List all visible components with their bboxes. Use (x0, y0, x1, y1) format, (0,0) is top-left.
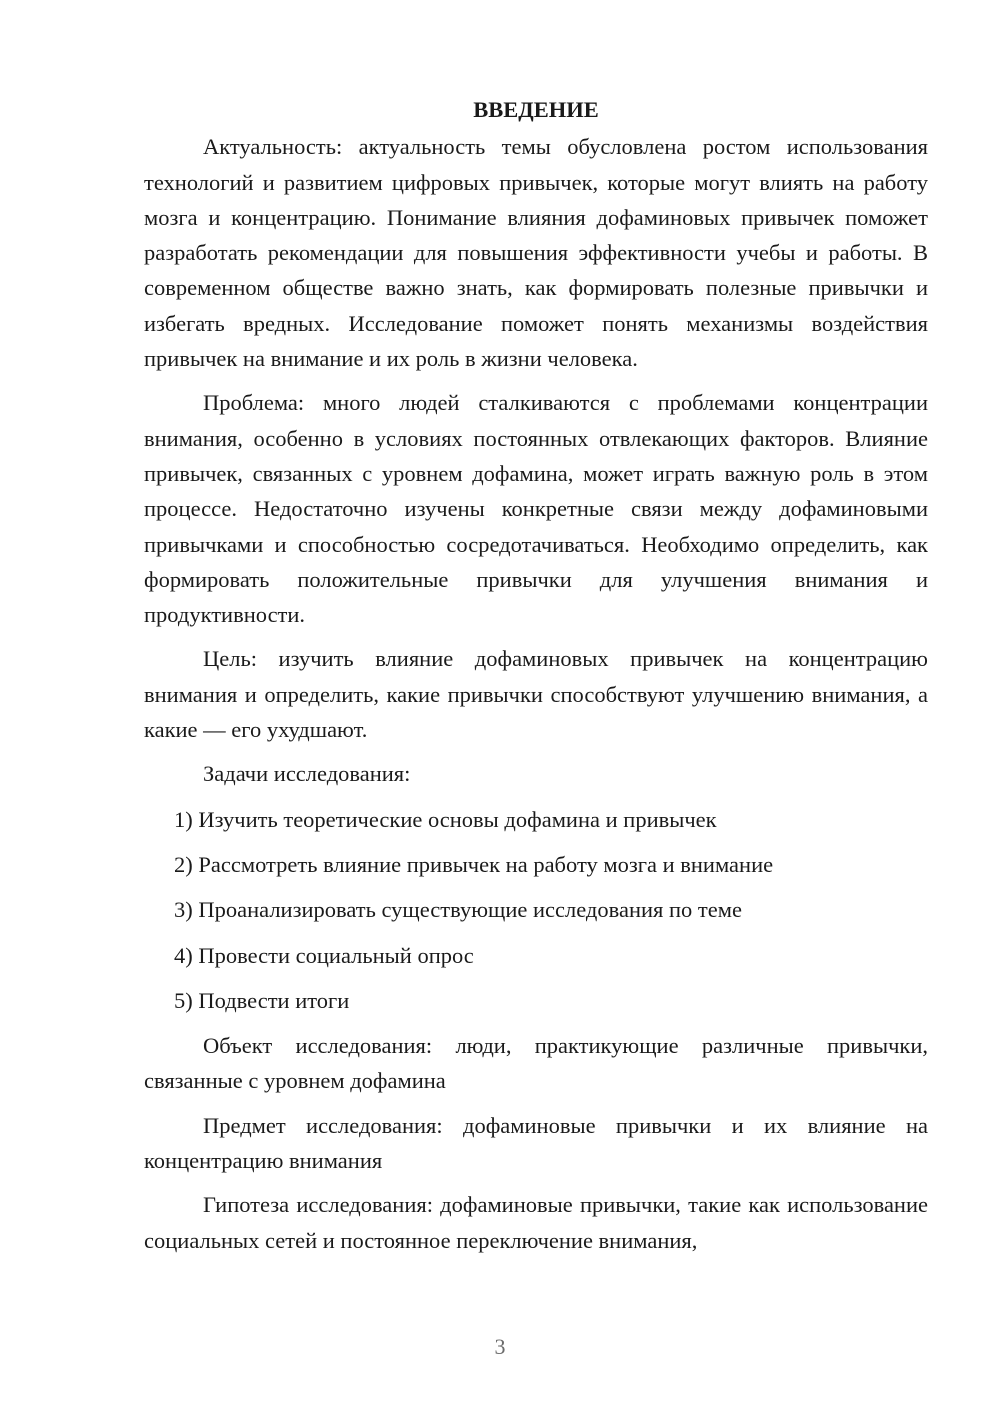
paragraph-subject: Предмет исследования: дофаминовые привычки и их влияние на концентрацию внимания (144, 1112, 928, 1174)
section-heading: ВВЕДЕНИЕ (473, 97, 599, 122)
tasks-label: Задачи исследования: (203, 761, 411, 787)
task-item-5: 5) Подвести итоги (174, 987, 350, 1013)
page-content (144, 92, 928, 1267)
paragraph-object: Объект исследования: люди, практикующие различные привычки, связанные с уровнем дофамина (144, 1033, 928, 1094)
paragraph-relevance: Актуальность: актуальность темы обусловлена ростом использования технологий и развитием цифровых привычек, которые могут влиять на работу мозга и концентрацию. Понимание влияния дофаминовых привычек поможет разработать рекомендации для повышения эффективности учебы и работы. В современном обществе важно знать, как формировать полезные привычки и избегать вредных. Исследование поможет понять механизмы воздействия привычек на внимание и их роль в жизни человека. (144, 134, 928, 372)
task-item-2: 2) Рассмотреть влияние привычек на работу мозга и внимание (174, 851, 774, 877)
paragraph-goal: Цель: изучить влияние дофаминовых привычек на концентрацию внимания и определить, какие привычки способствуют улучшению внимания, а какие — его ухудшают. (144, 646, 928, 743)
paragraph-hypothesis: Гипотеза исследования: дофаминовые привычки, такие как использование социальных сетей и постоянное переключение внимания, (144, 1192, 928, 1253)
page-number: 3 (494, 1334, 506, 1359)
paragraph-problem: Проблема: много людей сталкиваются с проблемами концентрации внимания, особенно в условиях постоянных отвлекающих факторов. Влияние привычек, связанных с уровнем дофамина, может играть важную роль в этом процессе. Недостаточно изучены конкретные связи между дофаминовыми привычками и способностью сосредотачиваться. Необходимо определить, как формировать положительные привычки для улучшения внимания и продуктивности. (144, 390, 928, 628)
tasks-list (144, 802, 928, 1018)
task-item-4: 4) Провести социальный опрос (174, 942, 474, 968)
task-item-3: 3) Проанализировать существующие исследования по теме (174, 897, 742, 923)
task-item-1: 1) Изучить теоретические основы дофамина и привычек (174, 806, 717, 832)
